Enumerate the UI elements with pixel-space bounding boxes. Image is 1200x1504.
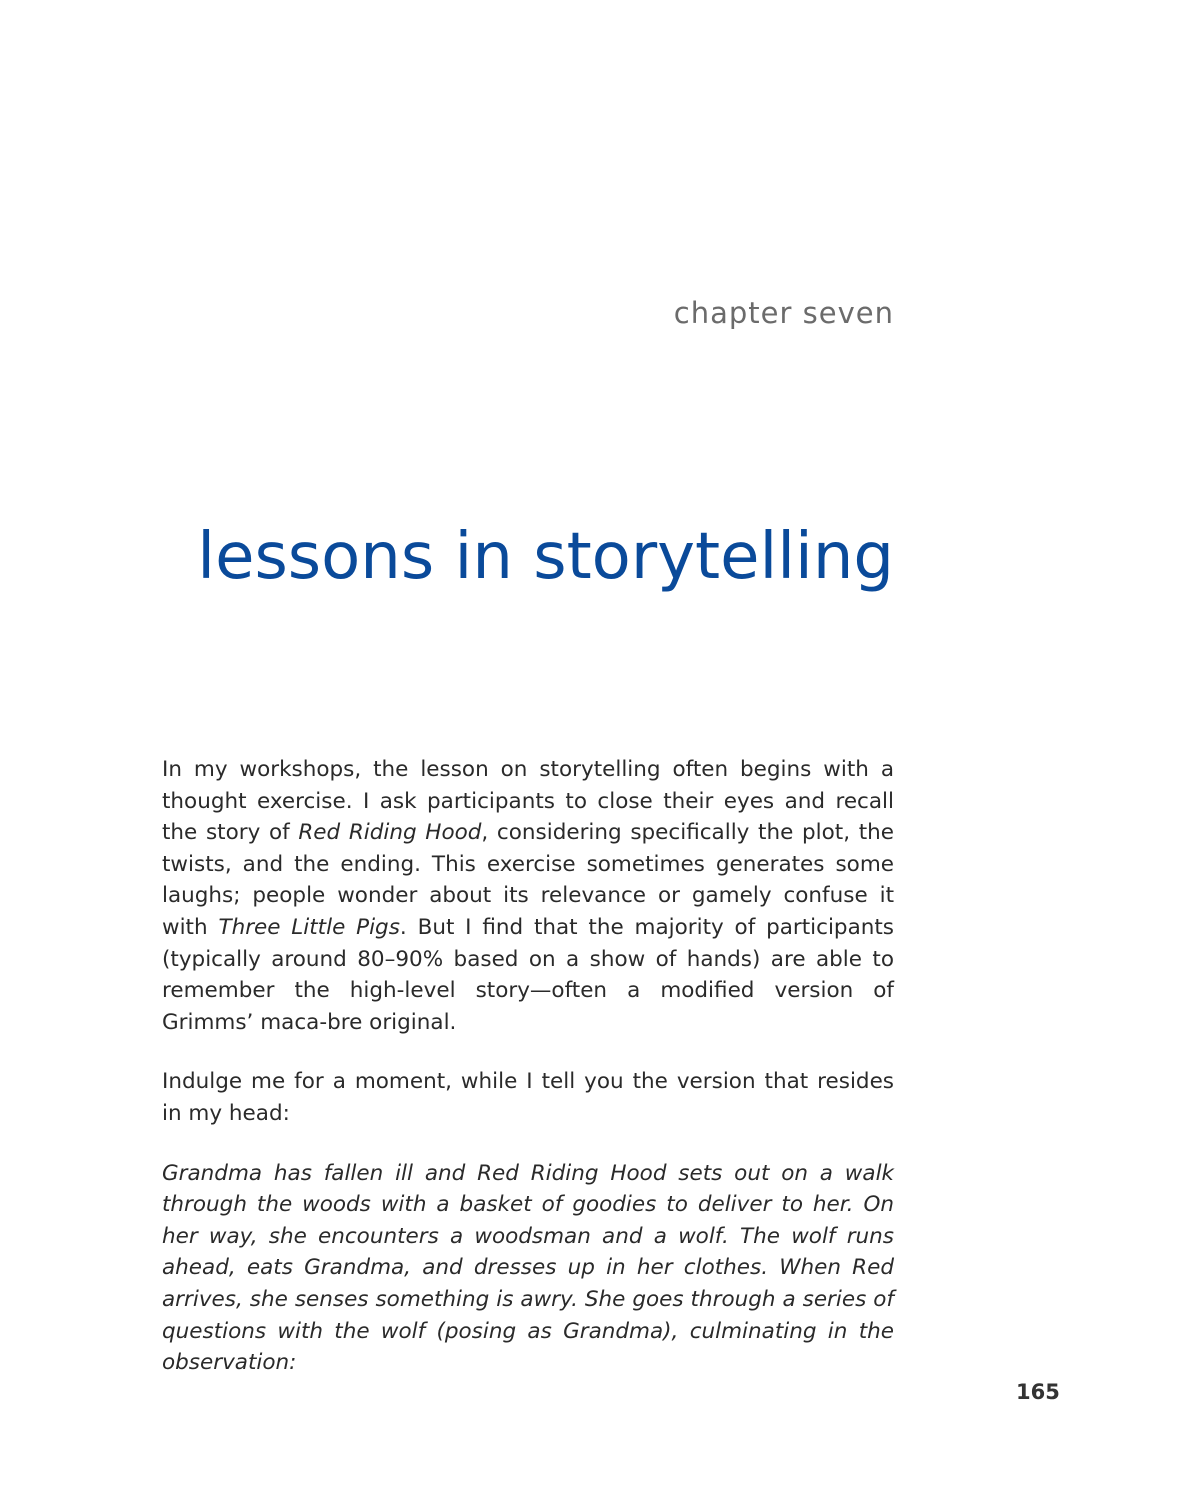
book-title-three-little-pigs: Three Little Pigs	[218, 914, 400, 940]
paragraph-intro	[162, 754, 894, 1038]
chapter-label: chapter seven	[673, 296, 894, 330]
paragraph-story: Grandma has fallen ill and Red Riding Hood sets out on a walk through the woods with a basket of goodies to deliver to her. On her way, she encounters a woodsman and a wolf. The wolf runs ahead, eats Grandma, and dresses up in her clothes. When Red arrives, she senses something is awry. She goes through a series of questions with the wolf (posing as Grandma), culminating in the observation:	[162, 1160, 894, 1376]
paragraph-intro-text-2: , considering specifically the plot, the twists, and the ending. This exercise sometimes generates some laughs; people wonder about its relevance or gamely confuse it with	[162, 820, 894, 940]
chapter-title: lessons in storytelling	[197, 520, 894, 594]
paragraph-indulge: Indulge me for a moment, while I tell you the version that resides in my head:	[162, 1069, 894, 1126]
book-title-red-riding-hood: Red Riding Hood	[298, 820, 482, 846]
paragraph-intro-text-3: . But I find that the majority of participants (typically around 80–90% based on a show of hands) are able to remember the high-level story—often a modified version of Grimms’ maca-bre original.	[162, 914, 895, 1035]
body-text	[162, 754, 894, 1407]
page-number: 165	[1016, 1380, 1060, 1404]
paragraph-intro-text-1: In my workshops, the lesson on storytelling often begins with a thought exercise. I ask participants to close their eyes and recall the story of	[162, 757, 894, 846]
